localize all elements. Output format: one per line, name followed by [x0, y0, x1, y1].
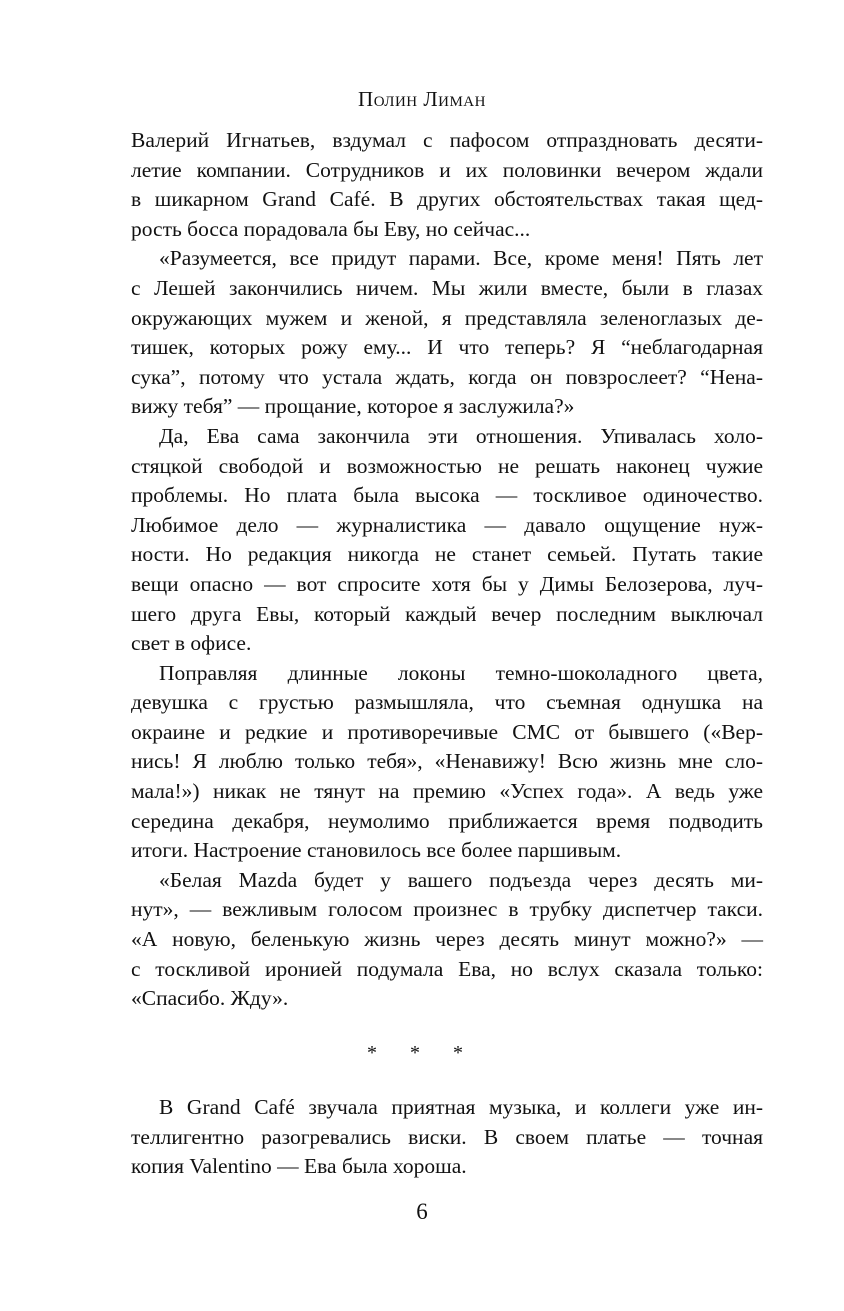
page-number: 6 [416, 1199, 428, 1224]
text-line: окраине и редкие и противоречивые СМС от бывшего («Вер- [131, 719, 763, 744]
paragraph [131, 126, 763, 244]
paragraph [131, 866, 763, 1014]
paragraph [131, 244, 763, 422]
section-separator: * * * [367, 1042, 477, 1064]
text-line: «Спасибо. Жду». [131, 986, 289, 1011]
running-header-author: Полин Лиман [358, 87, 486, 111]
text-line: в шикарном Grand Café. В других обстоятельствах такая щед- [131, 187, 763, 212]
text-line: нись! Я люблю только тебя», «Ненавижу! Всю жизнь мне сло- [131, 749, 763, 774]
text-line: «Разумеется, все придут парами. Все, кроме меня! Пять лет [159, 246, 763, 271]
text-line: вижу тебя” — прощание, которое я заслужила?» [131, 394, 575, 419]
text-line: середина декабря, неумолимо приближается время подводить [131, 808, 763, 833]
text-line: свет в офисе. [131, 631, 252, 656]
text-line: Любимое дело — журналистика — давало ощущение нуж- [131, 512, 763, 537]
text-line: нут», — вежливым голосом произнес в трубку диспетчер такси. [131, 897, 763, 922]
text-line: теллигентно разогревались виски. В своем платье — точная [131, 1124, 763, 1149]
text-line: шего друга Евы, который каждый вечер последним выключал [131, 601, 763, 626]
text-line: Да, Ева сама закончила эти отношения. Упивалась холо- [159, 423, 763, 448]
text-line: вещи опасно — вот спросите хотя бы у Димы Белозерова, луч- [131, 571, 763, 596]
text-line: с тоскливой иронией подумала Ева, но вслух сказала только: [131, 956, 763, 981]
paragraph [131, 1093, 763, 1182]
paragraph [131, 659, 763, 866]
text-line: ности. Но редакция никогда не станет семьей. Путать такие [131, 542, 763, 567]
text-line: окружающих мужем и женой, я представляла зеленоглазых де- [131, 305, 763, 330]
text-line: Валерий Игнатьев, вздумал с пафосом отпраздновать десяти- [131, 128, 763, 152]
section-2-text [131, 1093, 763, 1182]
text-line: итоги. Настроение становилось все более паршивым. [131, 838, 622, 863]
text-line: Поправляя длинные локоны темно-шоколадного цвета, [159, 660, 763, 685]
section-1-text [131, 126, 763, 1014]
text-line: тишек, которых рожу ему... И что теперь? Я “неблагодарная [131, 335, 763, 360]
text-line: «Белая Mazda будет у вашего подъезда через десять ми- [159, 867, 763, 892]
text-line: проблемы. Но плата была высока — тоскливое одиночество. [131, 483, 763, 508]
text-line: В Grand Café звучала приятная музыка, и коллеги уже ин- [159, 1095, 763, 1119]
text-line: летие компании. Сотрудников и их половинки вечером ждали [131, 157, 763, 182]
text-line: рость босса порадовала бы Еву, но сейчас... [131, 216, 531, 241]
text-line: «А новую, беленькую жизнь через десять минут можно?» — [131, 927, 763, 952]
text-line: с Лешей закончились ничем. Мы жили вместе, были в глазах [131, 275, 763, 300]
text-line: стяцкой свободой и возможностью не решать наконец чужие [131, 453, 763, 478]
text-line: девушка с грустью размышляла, что съемная однушка на [131, 690, 763, 715]
text-line: мала!») никак не тянут на премию «Успех года». А ведь уже [131, 779, 763, 804]
text-line: сука”, потому что устала ждать, когда он повзрослеет? “Нена- [131, 364, 763, 389]
paragraph [131, 422, 763, 659]
text-line: копия Valentino — Ева была хороша. [131, 1154, 467, 1179]
